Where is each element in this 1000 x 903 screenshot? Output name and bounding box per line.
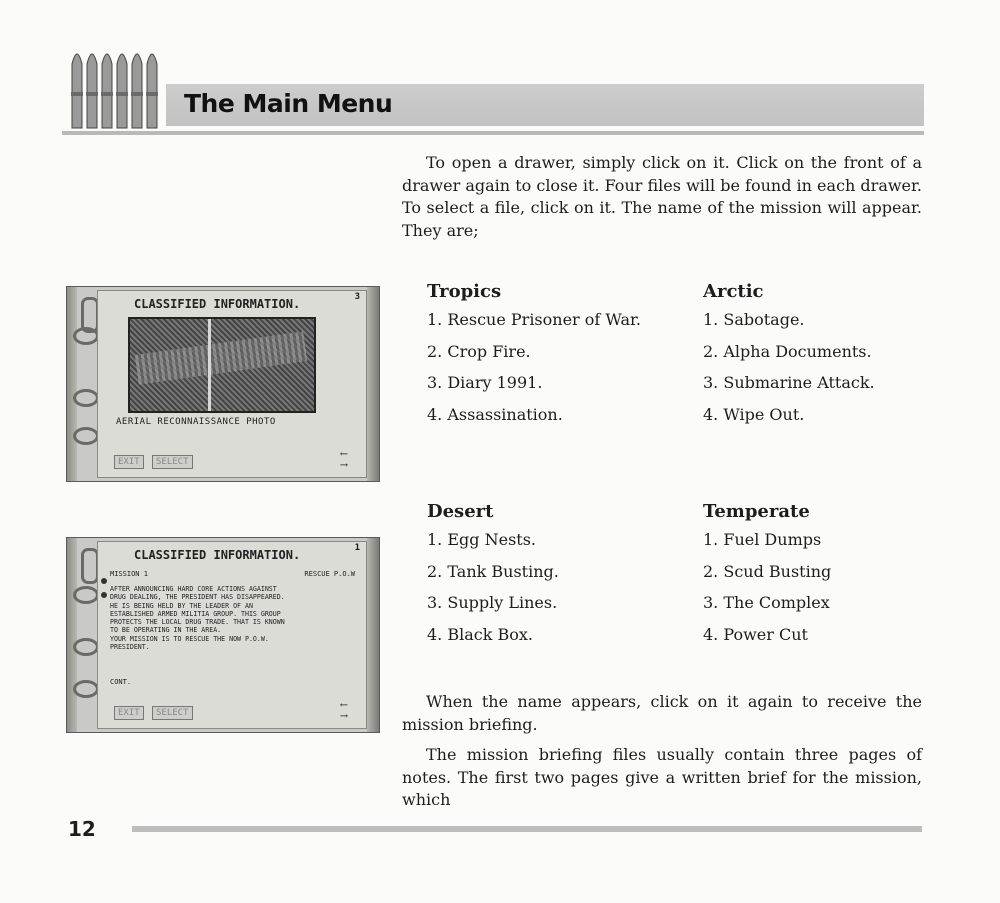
group-tropics <box>427 281 677 436</box>
ring-icon <box>73 327 99 345</box>
mission-item: 4. Power Cut <box>703 624 808 644</box>
ring-icon <box>73 638 99 656</box>
file-heading: CLASSIFIED INFORMATION. <box>134 297 301 311</box>
binder-spine <box>67 538 77 732</box>
exit-button[interactable]: EXIT <box>114 455 144 469</box>
ring-icon <box>73 586 99 604</box>
select-button[interactable]: SELECT <box>152 706 193 720</box>
mission-item: 2. Crop Fire. <box>427 341 531 361</box>
mission-item: 3. Diary 1991. <box>427 373 543 392</box>
mission-list <box>703 310 953 425</box>
bullet-dot-icon <box>101 578 107 584</box>
page-turn-arrows-icon[interactable]: ← → <box>339 449 349 471</box>
mission-item: 3. Supply Lines. <box>427 593 558 612</box>
file-page-number: 3 <box>354 292 360 302</box>
group-title: Arctic <box>703 281 764 302</box>
photo-caption: AERIAL RECONNAISSANCE PHOTO <box>116 417 276 427</box>
intro-paragraph: To open a drawer, simply click on it. Click on the front of a drawer again to close it. Four files will be found in each drawer. To select a file, click on it. The name of the mission will appear. They are; <box>402 153 922 240</box>
page-number: 12 <box>68 817 96 841</box>
binder-spine <box>67 287 77 481</box>
mission-item: 1. Fuel Dumps <box>703 530 822 549</box>
ring-icon <box>73 427 99 445</box>
continue-label: CONT. <box>110 678 132 686</box>
screenshot-recon-photo <box>66 286 380 482</box>
title-bar <box>166 84 924 126</box>
file-page <box>97 290 367 478</box>
file-heading: CLASSIFIED INFORMATION. <box>134 548 301 562</box>
mission-list <box>427 530 677 645</box>
group-title: Tropics <box>427 281 502 302</box>
file-page <box>97 541 367 729</box>
mission-item: 3. The Complex <box>703 593 830 612</box>
mission-item: 2. Scud Busting <box>703 561 832 581</box>
mission-item: 4. Assassination. <box>427 404 563 424</box>
mission-list <box>427 310 677 425</box>
group-desert <box>427 501 677 656</box>
mission-item: 1. Rescue Prisoner of War. <box>427 310 641 329</box>
group-title: Desert <box>427 501 494 522</box>
ring-icon <box>73 680 99 698</box>
mission-item: 2. Tank Busting. <box>427 561 559 581</box>
aerial-photo <box>128 317 316 413</box>
file-page-number: 1 <box>354 543 360 553</box>
page-turn-arrows-icon[interactable]: ← → <box>339 700 349 722</box>
mission-list <box>703 530 953 645</box>
mission-label: MISSION 1 <box>110 570 148 578</box>
mission-item: 2. Alpha Documents. <box>703 341 872 361</box>
bullets-icon <box>66 44 166 132</box>
select-button[interactable]: SELECT <box>152 455 193 469</box>
briefing-paragraph: When the name appears, click on it again to receive the mission briefing. <box>402 692 922 734</box>
mission-item: 4. Black Box. <box>427 624 534 644</box>
group-title: Temperate <box>703 501 810 522</box>
mission-item: 4. Wipe Out. <box>703 404 805 424</box>
bullet-dot-icon <box>101 592 107 598</box>
ring-icon <box>73 389 99 407</box>
mission-item: 1. Sabotage. <box>703 310 805 329</box>
binder-edge <box>367 538 379 732</box>
mission-item: 1. Egg Nests. <box>427 530 537 549</box>
mission-code: RESCUE P.O.W <box>304 570 355 578</box>
mission-item: 3. Submarine Attack. <box>703 373 875 392</box>
title-underline <box>62 131 924 135</box>
screenshot-mission-brief <box>66 537 380 733</box>
footer-rule <box>132 826 922 832</box>
page-header <box>62 40 924 140</box>
mission-meta <box>110 570 355 579</box>
group-arctic <box>703 281 953 436</box>
mission-brief-text: AFTER ANNOUNCING HARD CORE ACTIONS AGAINST DRUG DEALING, THE PRESIDENT HAS DISAPPEARED. HE IS BEING HELD BY THE LEADER OF AN ESTABLISHED ARMED MILITIA GROUP. THIS GROUP PROTECTS THE LOCAL DRUG TRADE. THAT IS KNOWN TO BE OPERATING IN THE AREA. YOUR MISSION IS TO RESCUE THE NOW P.O.W. PRESIDENT. <box>110 585 285 652</box>
group-temperate <box>703 501 953 656</box>
exit-button[interactable]: EXIT <box>114 706 144 720</box>
page-title: The Main Menu <box>184 89 393 118</box>
notes-paragraph: The mission briefing files usually contain three pages of notes. The first two pages give a written brief for the mission, which <box>402 745 922 809</box>
binder-edge <box>367 287 379 481</box>
